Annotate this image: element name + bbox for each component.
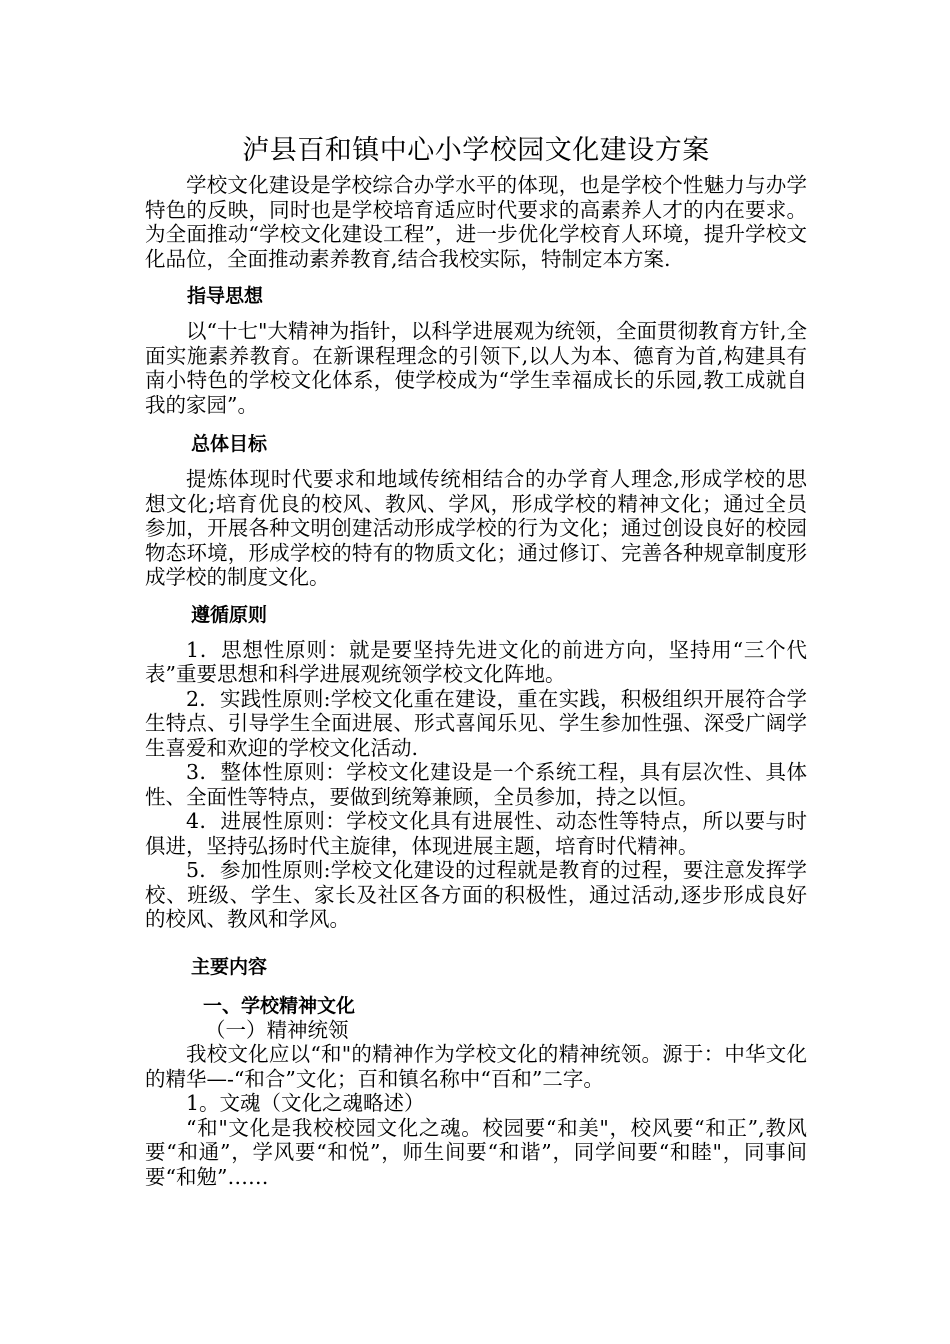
guiding-paragraph: 以“十七"大精神为指针，以科学进展观为统领，全面贯彻教育方针,全面实施素养教育。在新课程理念的引领下,以人为本、德育为首,构建具有南小特色的学校文化体系，使学校成为“学生幸福成长的乐园,教工成就自我的家园”。 <box>145 319 807 417</box>
content-paragraph: 我校文化应以“和"的精神作为学校文化的精神统领。源于：中华文化的精华—-“和合”文化；百和镇名称中“百和”二字。 <box>145 1042 807 1091</box>
heading-principles: 遵循原则 <box>191 603 268 626</box>
principle-item: 1．思想性原则：就是要坚持先进文化的前进方向，坚持用“三个代表”重要思想和科学进展观统领学校文化阵地。 <box>145 637 807 686</box>
goal-paragraph: 提炼体现时代要求和地域传统相结合的办学育人理念,形成学校的思想文化;培育优良的校风、教风、学风，形成学校的精神文化；通过全员参加，开展各种文明创建活动形成学校的行为文化；通过创设良好的校园物态环境，形成学校的特有的物质文化；通过修订、完善各种规章制度形成学校的制度文化。 <box>145 467 807 589</box>
heading-goal: 总体目标 <box>191 433 268 455</box>
subheading-spirit-culture: 一、学校精神文化 <box>203 994 356 1017</box>
document-title: 泸县百和镇中心小学校园文化建设方案 <box>242 135 710 166</box>
principle-item: 2．实践性原则:学校文化重在建设，重在实践，积极组织开展符合学生特点、引导学生全面进展、形式喜闻乐见、学生参加性强、深受广阔学生喜爱和欢迎的学校文化活动. <box>145 686 807 760</box>
intro-paragraph: 学校文化建设是学校综合办学水平的体现，也是学校个性魅力与办学特色的反映，同时也是学校培育适应时代要求的高素养人才的内在要求。为全面推动“学校文化建设工程”，进一步优化学校育人环境，提升学校文化品位，全面推动素养教育,结合我校实际，特制定本方案. <box>145 173 807 271</box>
heading-guiding: 指导思想 <box>187 285 264 307</box>
principle-item: 4．进展性原则：学校文化具有进展性、动态性等特点，所以要与时俱进，坚持弘扬时代主旋律，体现进展主题，培育时代精神。 <box>145 809 807 858</box>
heading-content: 主要内容 <box>191 955 268 978</box>
document-page <box>145 133 807 1189</box>
principle-item: 3．整体性原则：学校文化建设是一个系统工程，具有层次性、具体性、全面性等特点，要做到统筹兼顾，全员参加，持之以恒。 <box>145 760 807 809</box>
principle-item: 5．参加性原则:学校文化建设的过程就是教育的过程，要注意发挥学校、班级、学生、家长及社区各方面的积极性，通过活动,逐步形成良好的校风、教风和学风。 <box>145 858 807 931</box>
content-paragraph: 1。文魂（文化之魂略述） <box>186 1091 425 1115</box>
content-paragraph: “和"文化是我校校园文化之魂。校园要“和美"，校风要“和正”,教风要“和通”，学风要“和悦”，师生间要“和谐”，同学间要“和睦"，同事间要“和勉”…… <box>145 1115 807 1189</box>
subheading-spirit-lead: （一）精神统领 <box>205 1017 349 1042</box>
